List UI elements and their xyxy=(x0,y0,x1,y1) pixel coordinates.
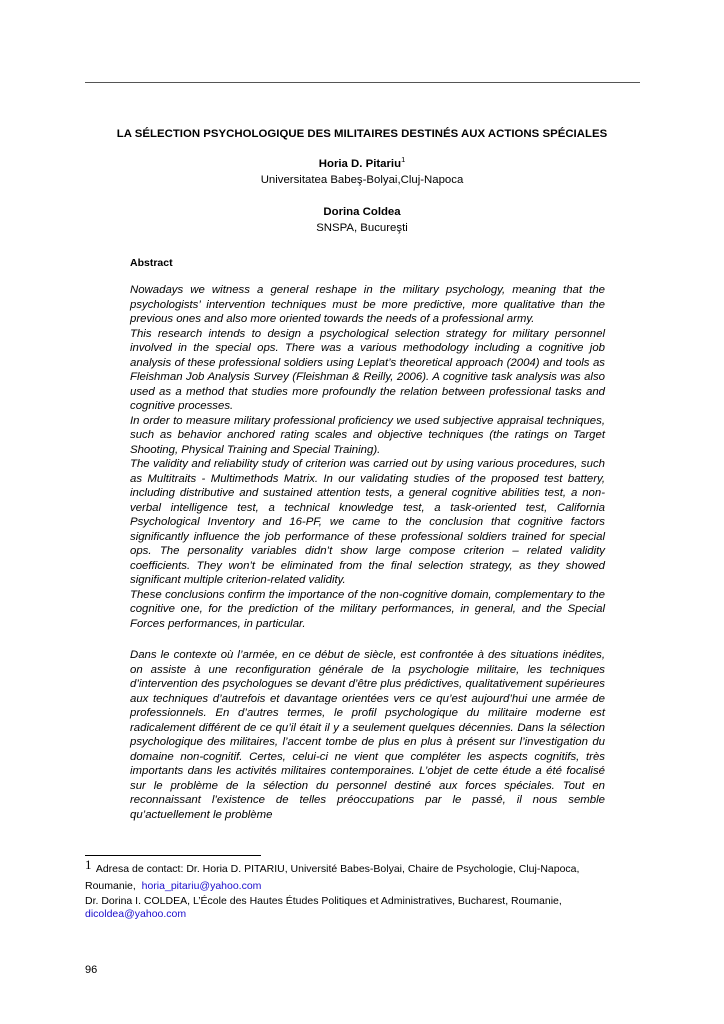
abstract-paragraph: Nowadays we witness a general reshape in the military psychology, meaning that the psychologists’ intervention techniques must be more predictive, more qualitative than the previous ones and also more oriented towards the needs of a professional army. xyxy=(130,284,605,325)
body-text xyxy=(130,648,605,822)
footnote-marker[interactable]: 1 xyxy=(401,155,406,164)
abstract-paragraph: This research intends to design a psychological selection strategy for military personnel involved in the special ops. There was a various methodology including a cognitive job analysis of these professional soldiers using Leplat’s theoretical approach (2004) and tools as Fleishman Job Analysis Survey (Fleishman & Reilly, 2006). A cognitive task analysis was also used as a method that studies more profoundly the relation between professional tasks and cognitive processes. xyxy=(130,327,605,412)
abstract-heading: Abstract xyxy=(130,257,173,269)
header-rule xyxy=(85,82,640,83)
footnote xyxy=(85,857,645,920)
body-paragraph: Dans le contexte où l’armée, en ce début de siècle, est confrontée à des situations inédites, on assiste à une reconfiguration générale de la psychologie militaire, les techniques d’intervention des psychologues se devant d’être plus prédictives, qualitativement supérieures aux techniques d’autrefois et davantage orientées vers ce qu’est aujourd’hui une armée de professionnels. En d’autres termes, le profil psychologique du militaire moderne est radicalement différent de ce qu’il était il y a seulement quelques décennies. Dans la sélection psychologique des militaires, l’accent tombe de plus en plus à présent sur l’investigation du domaine non-cognitif. Certes, celui-ci ne vient que compléter les aspects cognitifs, très importants dans les activités militaires contemporaines. L’objet de cette étude a été focalisé sur le problème de la sélection du personnel destiné aux forces spéciales. Tout en reconnaissant l’existence de telles préoccupations par le passé, il nous semble qu’actuellement le problème xyxy=(130,649,605,821)
author-name: Dorina Coldea xyxy=(323,206,401,218)
author-block-2 xyxy=(0,204,724,236)
email-link-pitariu[interactable]: horia_pitariu@yahoo.com xyxy=(141,879,262,892)
email-link-coldea[interactable]: dicoldea@yahoo.com xyxy=(85,908,187,920)
abstract-paragraph: In order to measure military professional proficiency we used subjective appraisal techniques, such as behavior anchored rating scales and objective techniques (the ratings on Target Shooting, Physical Training and Special Training). xyxy=(130,414,605,456)
author-block-1 xyxy=(0,156,724,188)
author-name: Horia D. Pitariu xyxy=(318,158,402,170)
author-affiliation: Universitatea Babeş-Bolyai,Cluj-Napoca xyxy=(260,174,464,186)
footnote-text: Dr. Dorina I. COLDEA, L’École des Hautes Études Politiques et Administratives, Bucharest, Roumanie, xyxy=(85,895,562,907)
page-number: 96 xyxy=(85,964,98,976)
footnote-text: Roumanie, xyxy=(85,879,136,892)
abstract-paragraph: The validity and reliability study of criterion was carried out by using various procedures, such as Multitraits - Multimethods Matrix. In our validating studies of the proposed test battery, including distributive and sustained attention tests, a general cognitive abilities test, a non-verbal intelligence test, a technical knowledge test, a task-oriented test, California Psychological Inventory and 16-PF, we came to the conclusion that cognitive factors significantly influence the job performance of these professional soldiers trained for special ops. The personality variables didn’t show large compose criterion – related validity coefficients. They won’t be eliminated from the final selection strategy, as they showed significant multiple criterion-related validity. xyxy=(130,458,605,586)
footnote-number: 1 xyxy=(85,857,92,872)
paper-title: LA SÉLECTION PSYCHOLOGIQUE DES MILITAIRES DESTINÉS AUX ACTIONS SPÉCIALES xyxy=(116,128,608,140)
author-affiliation: SNSPA, Bucureşti xyxy=(316,222,408,234)
footnote-text: Adresa de contact: Dr. Horia D. PITARIU, Université Babes-Bolyai, Chaire de Psychologie, Cluj-Napoca, xyxy=(95,863,580,875)
abstract-body xyxy=(130,283,605,631)
abstract-paragraph: These conclusions confirm the importance of the non-cognitive domain, complementary to the cognitive one, for the prediction of the military performances, in general, and the Special Forces performances, in particular. xyxy=(130,588,605,630)
footnote-rule xyxy=(85,855,261,856)
